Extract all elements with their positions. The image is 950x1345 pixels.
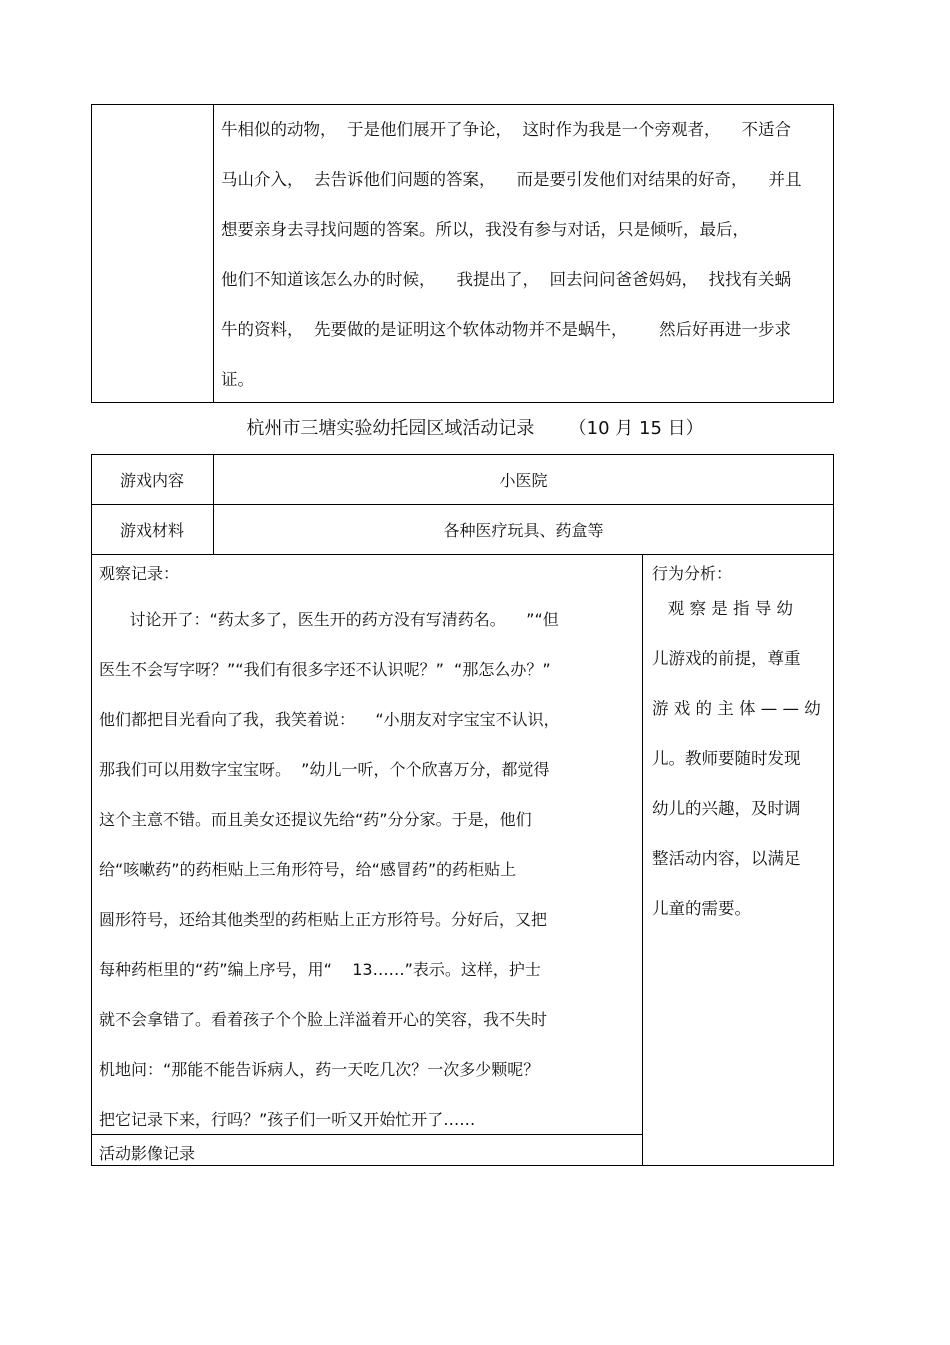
game-content-label: 游戏内容 (119, 471, 184, 490)
row-divider (91, 504, 834, 505)
observation-line: 这个主意不错。而且美女还提议先给“药”分分家。于是，他们 (99, 810, 532, 829)
row-divider (91, 554, 834, 555)
continuation-line: 证。 (221, 370, 254, 389)
continuation-table-divider (213, 104, 214, 403)
photo-record-label: 活动影像记录 (99, 1144, 196, 1163)
observation-line: 给“咳嗽药”的药柜贴上三角形符号，给“感冒药”的药柜贴上 (99, 860, 517, 879)
game-content-value: 小医院 (499, 471, 548, 490)
observation-line: 就不会拿错了。看着孩子个个脸上洋溢着开心的笑容，我不失时 (99, 1010, 548, 1029)
game-material-label: 游戏材料 (119, 521, 184, 540)
observation-line: 那我们可以用数字宝宝呀。 ”幼儿一听，个个欣喜万分，都觉得 (99, 760, 550, 779)
analysis-column-divider (642, 554, 643, 1166)
continuation-line: 牛相似的动物， 于是他们展开了争论， 这时作为我是一个旁观者， 不适合 (221, 120, 791, 139)
analysis-line: 观 察 是 指 导 幼 (652, 599, 793, 618)
continuation-line: 想要亲身去寻找问题的答案。所以，我没有参与对话，只是倾听，最后， (221, 220, 749, 239)
continuation-line: 牛的资料， 先要做的是证明这个软体动物并不是蜗牛， 然后好再进一步求 (221, 320, 791, 339)
observation-line: 机地问：“那能不能告诉病人，药一天吃几次？一次多少颗呢？ (99, 1060, 540, 1079)
observation-line: 把它记录下来，行吗？”孩子们一听又开始忙开了…… (99, 1110, 476, 1129)
observation-line: 讨论开了：“药太多了，医生开的药方没有写清药名。 ”“但 (99, 610, 559, 629)
observation-text (99, 595, 637, 1145)
game-material-value: 各种医疗玩具、药盒等 (443, 521, 604, 540)
analysis-line: 儿童的需要。 (652, 899, 751, 918)
analysis-label: 行为分析： (652, 564, 733, 583)
analysis-line: 整活动内容，以满足 (652, 849, 801, 868)
continuation-line: 他们不知道该怎么办的时候， 我提出了， 回去问问爸爸妈妈， 找找有关蜗 (221, 270, 791, 289)
observation-line: 每种药柜里的“药”编上序号，用“ 13……”表示。这样，护士 (99, 960, 541, 979)
analysis-line: 幼儿的兴趣，及时调 (652, 799, 801, 818)
analysis-line: 游 戏 的 主 体 — — 幼 (652, 699, 821, 718)
continuation-line: 马山介入， 去告诉他们问题的答案， 而是要引发他们对结果的好奇， 并且 (221, 170, 802, 189)
observation-line: 医生不会写字呀？”“我们有很多字还不认识呢？” “那怎么办？” (99, 660, 551, 679)
observation-line: 圆形符号，还给其他类型的药柜贴上正方形符号。分好后，又把 (99, 910, 548, 929)
observation-line: 他们都把目光看向了我，我笑着说： “小朋友对字宝宝不认识， (99, 710, 560, 729)
analysis-line: 儿。教师要随时发现 (652, 749, 801, 768)
observation-label: 观察记录： (99, 564, 180, 583)
continuation-text (221, 104, 827, 405)
analysis-line: 儿游戏的前提，尊重 (652, 649, 801, 668)
document-title: 杭州市三塘实验幼托园区域活动记录 （10 月 15 日） (246, 418, 704, 439)
analysis-text (652, 584, 828, 934)
